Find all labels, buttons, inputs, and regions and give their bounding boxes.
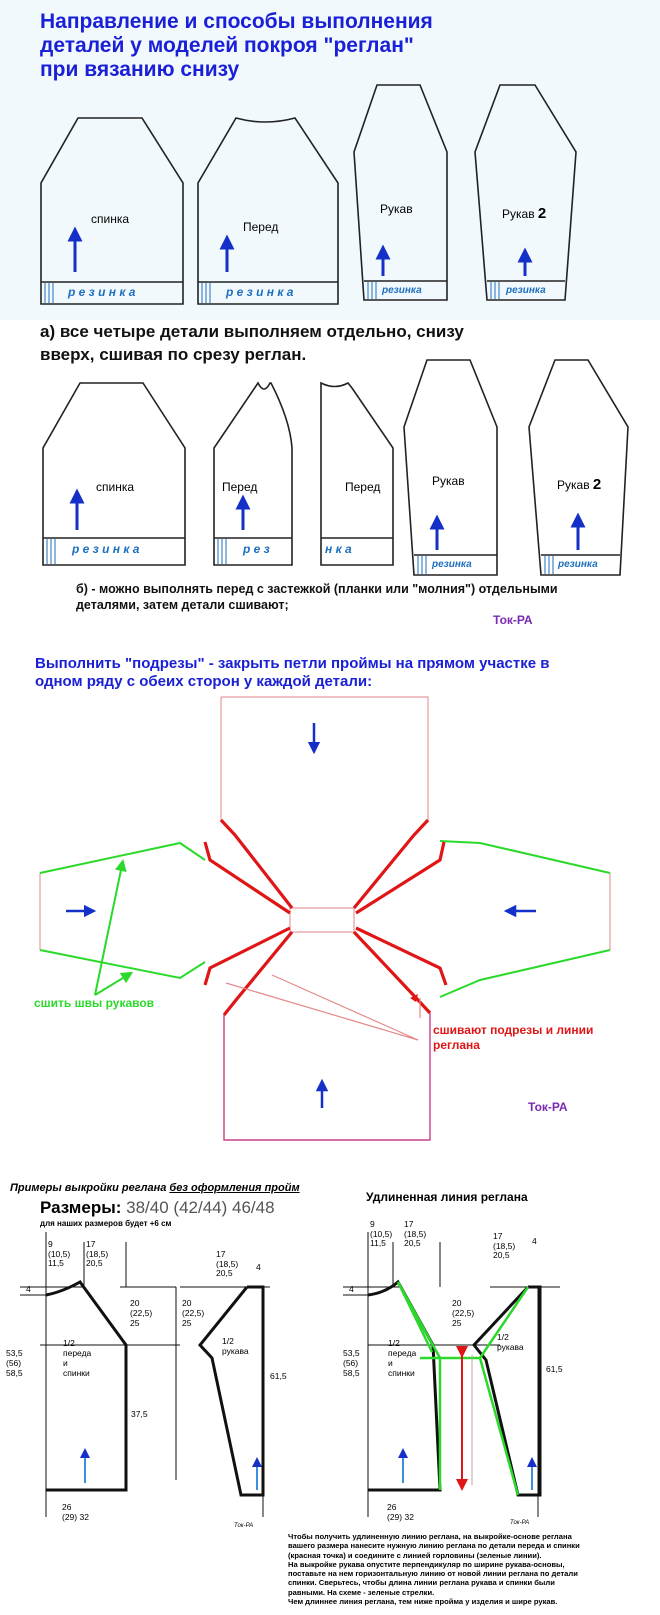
signature-1: Ток-РА [493,613,533,627]
rib-label-front-right: н к а [325,542,352,556]
rib-label-sleeve1-2: резинка [432,559,472,570]
rib-label-sleeve2-2: резинка [558,559,598,570]
rib-label-front: р е з и н к а [226,285,294,299]
sleeve2-label-2: Рукав 2 [557,476,602,493]
right-sleeve-piece-label: 1/2 рукава [497,1332,524,1352]
left-sleeve-length: 61,5 [270,1371,287,1381]
front-piece [198,118,338,304]
rib-label-sleeve2: резинка [506,285,546,296]
sleeve2-label: Рукав 2 [502,205,547,222]
left-bottom-width: 26 (29) 32 [62,1502,89,1522]
rib-label-sleeve1: резинка [382,285,422,296]
left-sleeve-top: 17 (18,5) 20,5 [216,1249,239,1278]
left-lower-height: 37,5 [131,1409,148,1419]
back-label: спинка [91,212,130,226]
section3-title-line-1: Выполнить "подрезы" - закрыть петли проймы на прямом участке в [35,655,550,672]
right-shoulder: 17 (18,5) 20,5 [404,1219,427,1248]
section3-title-line-2: одном ряду с обеих сторон у каждой детали: [35,673,373,690]
front-right-label: Перед [345,480,381,494]
right-side-height: 53,5 (56) 58,5 [343,1348,360,1378]
label-seams-line-2: реглана [433,1038,480,1052]
right-sleeve-neck: 4 [532,1236,537,1246]
right-neck: 4 [349,1284,354,1294]
right-top-width: 9 (10,5) 11,5 [370,1219,393,1248]
section4-right-pattern [343,1232,560,1517]
caption-b-line-2: деталями, затем детали сшивают; [76,598,289,612]
label-seams-line-1: сшивают подрезы и линии [433,1023,594,1037]
right-sleeve-top: 17 (18,5) 20,5 [493,1231,516,1260]
sizes-note: для наших размеров будет +6 см [40,1219,172,1228]
rib-label-back-2: р е з и н к а [72,542,140,556]
sleeve1-piece [354,85,447,300]
left-top-width: 9 (10,5) 11,5 [48,1239,71,1268]
main-title-line-3: при вязанию снизу [40,58,240,81]
front-left-label: Перед [222,480,258,494]
direction-arrows-1 [75,234,525,276]
caption-b-line-1: б) - можно выполнять перед с застежкой (планки или "молния") отдельными [76,582,558,596]
caption-a-line-1: а) все четыре детали выполняем отдельно, снизу [40,322,464,341]
right-bottom-width: 26 (29) 32 [387,1502,414,1522]
right-raglan-height: 20 (22,5) 25 [452,1298,475,1328]
signature-3: Ток-РА [234,1523,254,1529]
main-title-line-2: деталей у моделей покроя "реглан" [40,34,414,57]
section4-red-lines [462,1352,472,1485]
right-sleeve-length: 61,5 [546,1364,563,1374]
left-sleeve-raglan-height: 20 (22,5) 25 [182,1298,205,1328]
sleeve1-piece-2 [404,360,497,575]
section4-blue-arrows [85,1453,532,1490]
rib-label-front-left: р е з [243,542,270,556]
left-piece-label: 1/2 переда и спинки [63,1338,92,1378]
sleeve1-label-2: Рукав [432,474,465,488]
main-title-line-1: Направление и способы выполнения [40,10,433,33]
label-sew-sleeves: сшить швы рукавов [34,996,155,1010]
section1-pieces [41,85,576,304]
right-piece-label: 1/2 переда и спинки [388,1338,417,1378]
caption-a-line-2: вверх, сшивая по срезу реглан. [40,345,307,364]
left-side-height: 53,5 (56) 58,5 [6,1348,23,1378]
sizes-line: Размеры: 38/40 (42/44) 46/48 [40,1198,275,1217]
left-sleeve-piece-label: 1/2 рукава [222,1336,249,1356]
left-neck: 4 [26,1284,31,1294]
left-pattern-title: Примеры выкройки реглана без оформления пройм [10,1182,300,1194]
rib-label-back: р е з и н к а [68,285,136,299]
back-label-2: спинка [96,480,135,494]
left-raglan-height: 20 (22,5) 25 [130,1298,153,1328]
front-label: Перед [243,220,279,234]
notes-block: Чтобы получить удлиненную линию реглана, на выкройке-основе реглана вашего размера нанесите нужную линию реглана по детали переда и спинки (красная точка) и соедините с линией горловины (зеленые линии). На выкройке рукава опустите перпендикуляр по ширине рукава-основы, поставьте на нем горизонтальную линию от новой линии реглана по детали спинки. Сверьтесь, чтобы длина линии реглана рукава и спинки были равными. На схеме - зеленые стрелки. Чем длиннее линия реглана, тем ниже пройма у изделия и шире рукав. [288,1532,580,1607]
signature-2: Ток-РА [528,1100,568,1114]
right-pattern-title: Удлиненная линия реглана [366,1190,528,1204]
signature-4: Ток-РА [510,1520,530,1526]
sleeve1-label: Рукав [380,202,413,216]
assembly-diagram [40,697,610,1140]
left-shoulder: 17 (18,5) 20,5 [86,1239,109,1268]
left-sleeve-neck: 4 [256,1262,261,1272]
back-piece [41,118,183,304]
